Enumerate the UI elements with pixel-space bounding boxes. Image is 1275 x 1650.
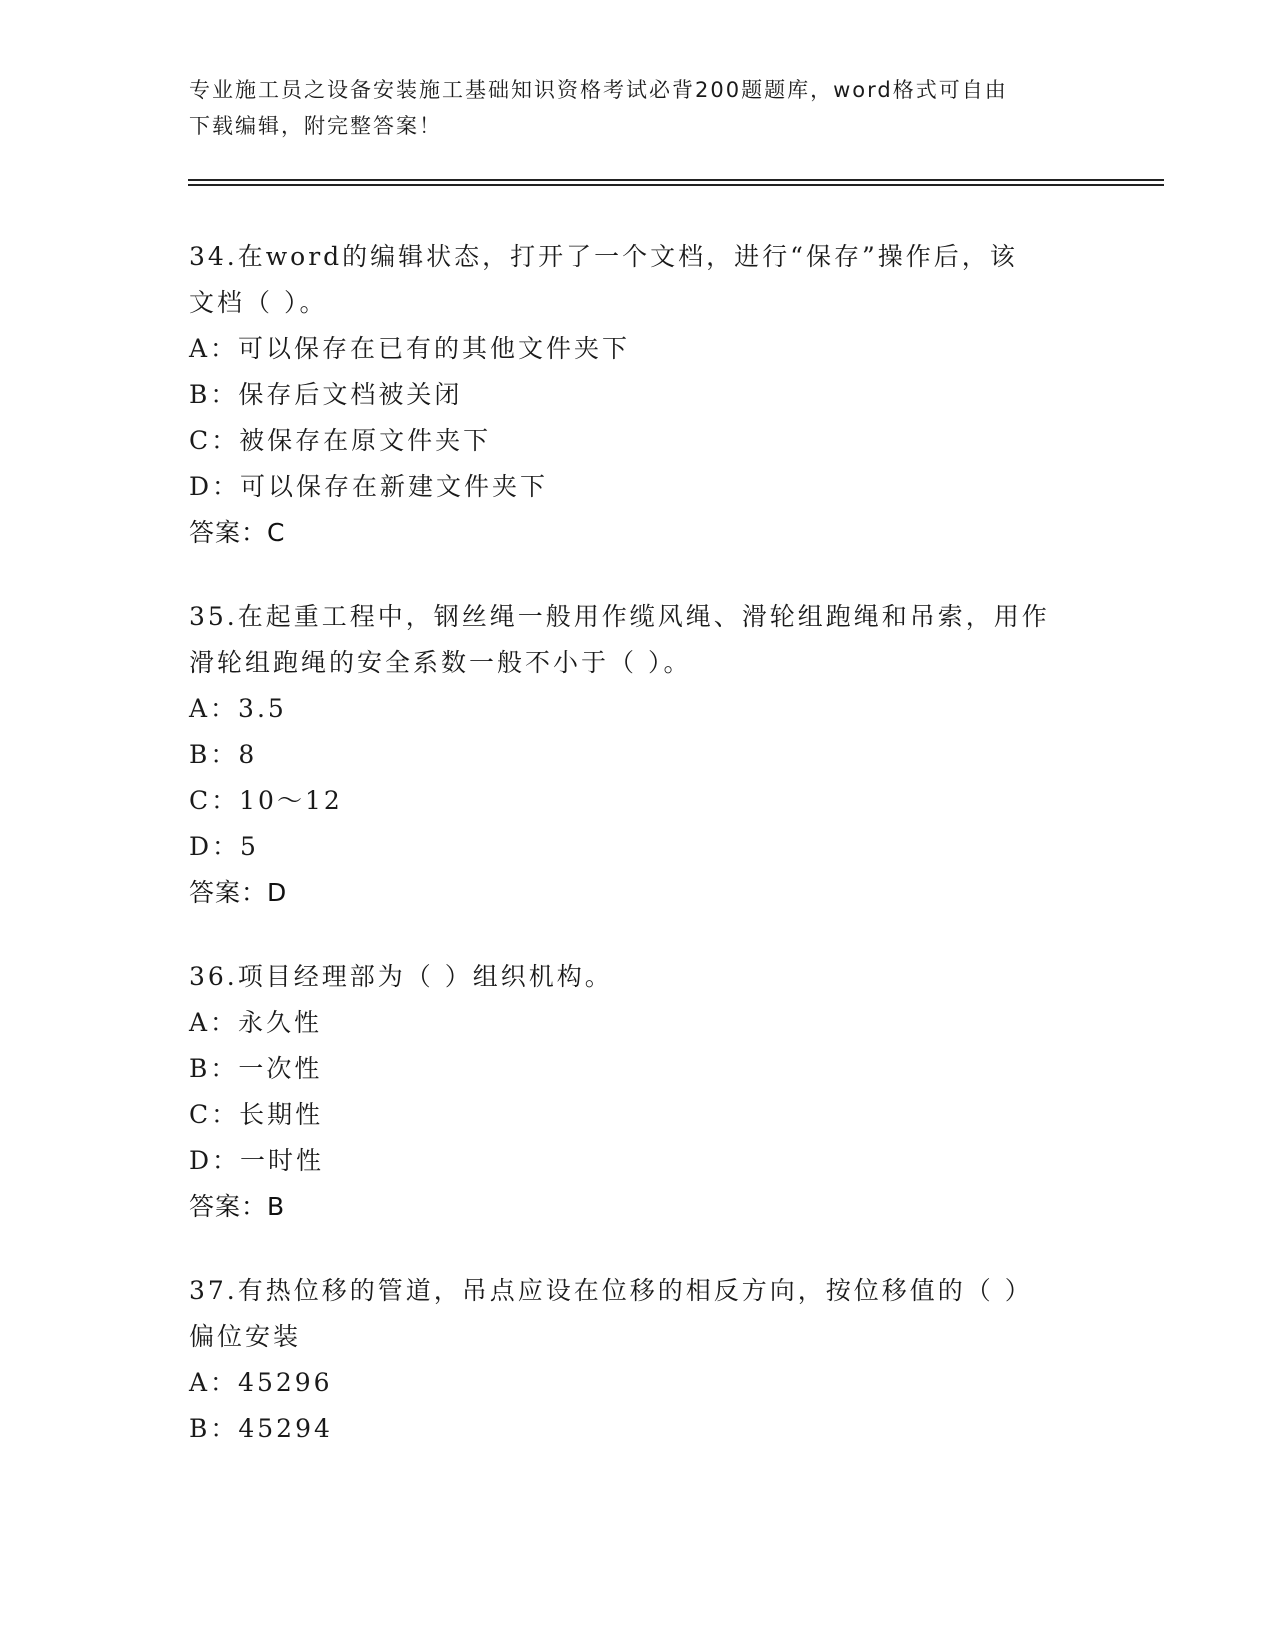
question-stem: 35.在起重工程中，钢丝绳一般用作缆风绳、滑轮组跑绳和吊索，用作 (189, 602, 1050, 631)
option-a: A：可以保存在已有的其他文件夹下 (189, 334, 631, 363)
option-c: C：10～12 (189, 786, 343, 815)
option-b: B：8 (189, 740, 258, 769)
question-stem: 36.项目经理部为（ ）组织机构。 (189, 962, 613, 991)
question-stem-continued: 滑轮组跑绳的安全系数一般不小于（ ）。 (189, 648, 692, 677)
option-d: D：可以保存在新建文件夹下 (189, 472, 549, 501)
question-stem-continued: 偏位安装 (189, 1322, 302, 1351)
answer: 答案：B (189, 1192, 286, 1221)
question-34 (189, 234, 1089, 556)
option-d: D：一时性 (189, 1146, 325, 1175)
option-c: C：长期性 (189, 1100, 324, 1129)
header-line-2: 下载编辑，附完整答案！ (189, 114, 442, 138)
question-35 (189, 594, 1089, 916)
header-line-1: 专业施工员之设备安装施工基础知识资格考试必背200题题库，word格式可自由 (189, 78, 1008, 102)
option-c: C：被保存在原文件夹下 (189, 426, 492, 455)
option-a: A：3.5 (189, 694, 287, 723)
header-rule-top (188, 179, 1164, 181)
question-list (189, 234, 1089, 1490)
option-b: B：45294 (189, 1414, 333, 1443)
question-stem-continued: 文档（ ）。 (189, 288, 328, 317)
document-header (189, 72, 1089, 144)
option-b: B：一次性 (189, 1054, 323, 1083)
option-b: B：保存后文档被关闭 (189, 380, 463, 409)
header-rule-bottom (188, 184, 1164, 186)
question-37 (189, 1268, 1089, 1452)
option-d: D：5 (189, 832, 259, 861)
answer: 答案：C (189, 518, 286, 547)
question-stem: 37.有热位移的管道，吊点应设在位移的相反方向，按位移值的（ ） (189, 1276, 1033, 1305)
option-a: A：45296 (189, 1368, 333, 1397)
option-a: A：永久性 (189, 1008, 323, 1037)
answer: 答案：D (189, 878, 288, 907)
question-36 (189, 954, 1089, 1230)
question-stem: 34.在word的编辑状态，打开了一个文档，进行“保存”操作后，该 (189, 242, 1018, 271)
